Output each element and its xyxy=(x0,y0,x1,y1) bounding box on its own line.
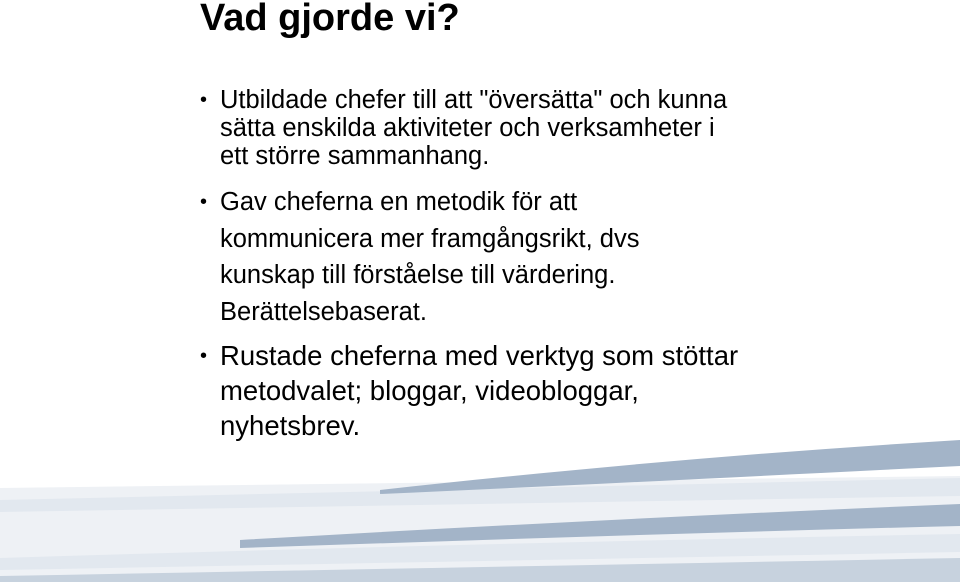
bullet-dot-icon: • xyxy=(200,89,208,111)
bullet-text-line: ett större sammanhang. xyxy=(220,142,490,170)
bullet-text-line: kommunicera mer framgångsrikt, dvs xyxy=(220,224,640,253)
bullet-text-line: Utbildade chefer till att "översätta" och kunna xyxy=(220,86,728,114)
bullet-item xyxy=(200,184,940,330)
bullet-text-line: metodvalet; bloggar, videobloggar, xyxy=(220,375,639,406)
slide-title: Vad gjorde vi? xyxy=(200,0,460,39)
decorative-swoosh-bands xyxy=(0,430,960,582)
bullet-text-line: Gav cheferna en metodik för att xyxy=(220,188,578,216)
bullet-item xyxy=(200,338,940,443)
bullet-text-line: nyhetsbrev. xyxy=(220,410,361,441)
bullet-dot-icon: • xyxy=(200,191,208,213)
bullet-text-line: sätta enskilda aktiviteter och verksamheter i xyxy=(220,114,715,142)
bullet-dot-icon: • xyxy=(200,345,208,367)
bullet-text-line: kunskap till förståelse till värdering. xyxy=(220,261,616,289)
bullet-list xyxy=(200,86,940,453)
bullet-item xyxy=(200,86,940,170)
bullet-text-line: Berättelsebaserat. xyxy=(220,297,427,326)
bullet-text-line: Rustade cheferna med verktyg som stöttar xyxy=(220,340,739,371)
